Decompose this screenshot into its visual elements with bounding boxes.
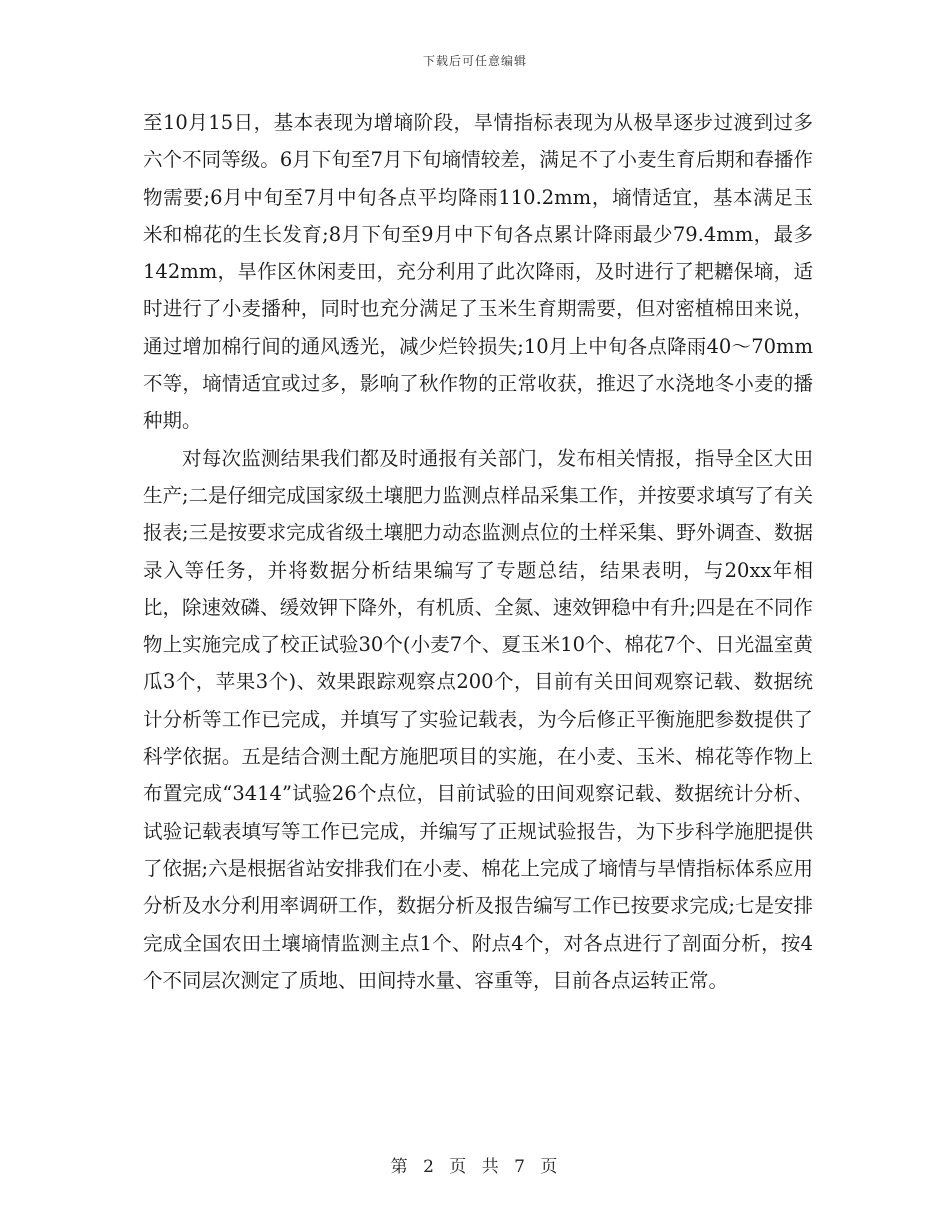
paragraph-monitoring-report: 对每次监测结果我们都及时通报有关部门，发布相关情报，指导全区大田生产;二是仔细完成国家级土壤肥力监测点样品采集工作，并按要求填写了有关报表;三是按要求完成省级土壤肥力动态监测点位的土样采集、野外调查、数据录入等任务，并将数据分析结果编写了专题总结，结果表明，与20xx年相比，除速效磷、缓效钾下降外，有机质、全氮、速效钾稳中有升;四是在不同作物上实施完成了校正试验30个(小麦7个、夏玉米10个、棉花7个、日光温室黄瓜3个，苹果3个)、效果跟踪观察点200个，目前有关田间观察记载、数据统计分析等工作已完成，并填写了实验记载表，为今后修正平衡施肥参数提供了科学依据。五是结合测土配方施肥项目的实施，在小麦、玉米、棉花等作物上布置完成“3414”试验26个点位，目前试验的田间观察记载、数据统计分析、试验记载表填写等工作已完成，并编写了正规试验报告，为下步科学施肥提供了依据;六是根据省站安排我们在小麦、棉花上完成了墒情与旱情指标体系应用分析及水分利用率调研工作，数据分析及报告编写工作已按要求完成;七是安排完成全国农田土壤墒情监测主点1个、附点4个，对各点进行了剖面分析，按4个不同层次测定了质地、田间持水量、容重等，目前各点运转正常。 xyxy=(143,446,813,992)
page-header-note: 下载后可任意编辑 xyxy=(422,54,527,68)
page-number: 第 2 页 共 7 页 xyxy=(390,1157,560,1177)
document-body xyxy=(143,104,813,999)
paragraph-continuation: 至10月15日，基本表现为增墒阶段，旱情指标表现为从极旱逐步过渡到过多六个不同等级。6月下旬至7月下旬墒情较差，满足不了小麦生育后期和春播作物需要;6月中旬至7月中旬各点平均降雨110.2mm，墒情适宜，基本满足玉米和棉花的生长发育;8月下旬至9月中下旬各点累计降雨最少79.4mm，最多142mm，旱作区休闲麦田，充分利用了此次降雨，及时进行了耙耱保墒，适时进行了小麦播种，同时也充分满足了玉米生育期需要，但对密植棉田来说，通过增加棉行间的通风透光，减少烂铃损失;10月上中旬各点降雨40～70mm不等，墒情适宜或过多，影响了秋作物的正常收获，推迟了水浇地冬小麦的播种期。 xyxy=(143,111,813,433)
